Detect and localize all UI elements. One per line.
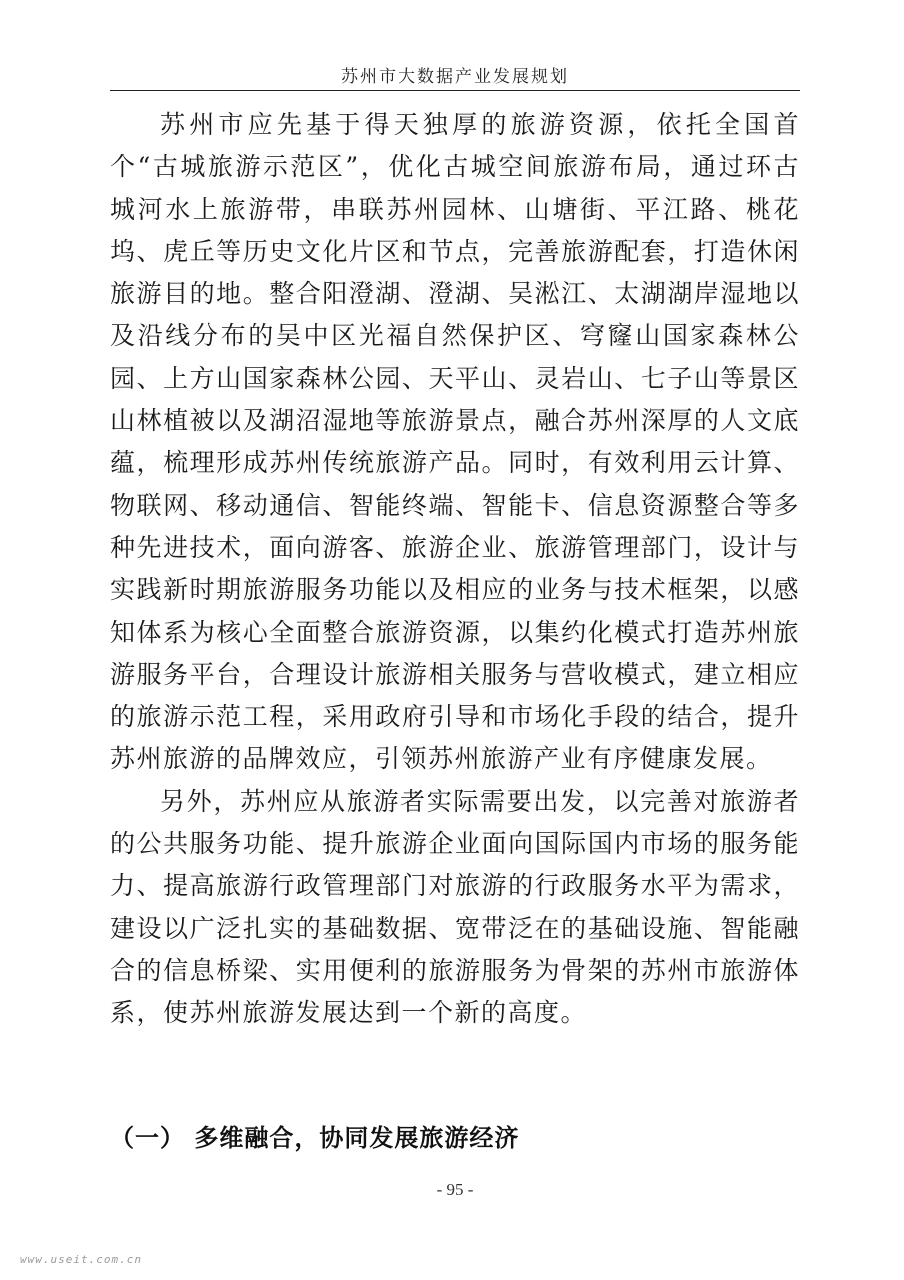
watermark: www.useit.com.cn: [20, 1253, 142, 1266]
section-heading: （一） 多维融合，协同发展旅游经济: [110, 1124, 520, 1152]
page-number: - 95 -: [436, 1180, 474, 1199]
paragraph-2: 另外，苏州应从旅游者实际需要出发，以完善对旅游者的公共服务功能、提升旅游企业面向国际国内市场的服务能力、提高旅游行政管理部门对旅游的行政服务水平为需求，建设以广泛扎实的基础数据、宽带泛在的基础设施、智能融合的信息桥梁、实用便利的旅游服务为骨架的苏州市旅游体系，使苏州旅游发展达到一个新的高度。: [110, 786, 800, 1028]
running-header: 苏州市大数据产业发展规划: [341, 67, 569, 87]
body-text: [110, 104, 800, 1035]
paragraph-1: 苏州市应先基于得天独厚的旅游资源，依托全国首个“古城旅游示范区”，优化古城空间旅游布局，通过环古城河水上旅游带，串联苏州园林、山塘街、平江路、桃花坞、虎丘等历史文化片区和节点，完善旅游配套，打造休闲旅游目的地。整合阳澄湖、澄湖、吴淞江、太湖湖岸湿地以及沿线分布的吴中区光福自然保护区、穹窿山国家森林公园、上方山国家森林公园、天平山、灵岩山、七子山等景区山林植被以及湖沼湿地等旅游景点，融合苏州深厚的人文底蕴，梳理形成苏州传统旅游产品。同时，有效利用云计算、物联网、移动通信、智能终端、智能卡、信息资源整合等多种先进技术，面向游客、旅游企业、旅游管理部门，设计与实践新时期旅游服务功能以及相应的业务与技术框架，以感知体系为核心全面整合旅游资源，以集约化模式打造苏州旅游服务平台，合理设计旅游相关服务与营收模式，建立相应的旅游示范工程，采用政府引导和市场化手段的结合，提升苏州旅游的品牌效应，引领苏州旅游产业有序健康发展。: [110, 110, 800, 774]
header-divider: [110, 90, 800, 91]
